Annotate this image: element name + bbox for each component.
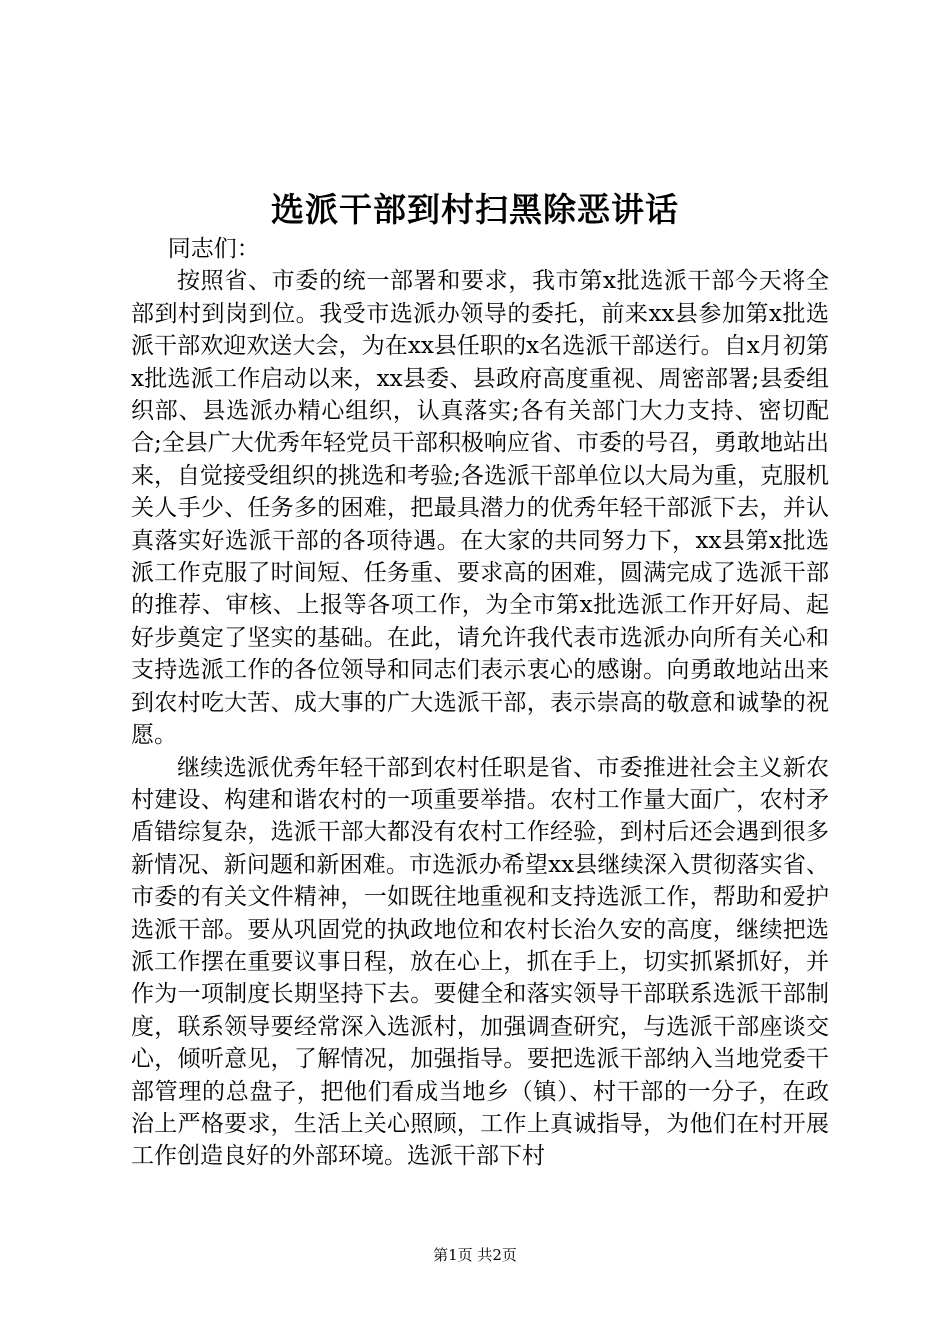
greeting: 同志们： [167, 236, 260, 262]
paragraph-2: 继续选派优秀年轻干部到农村任职是省、市委推进社会主义新农村建设、构建和谐农村的一项重要举措。农村工作量大面广，农村矛盾错综复杂，选派干部大都没有农村工作经验，到村后还会遇到很多新情况、新问题和新困难。市选派办希望xx县继续深入贯彻落实省、市委的有关文件精神，一如既往地重视和支持选派工作，帮助和爱护选派干部。要从巩固党的执政地位和农村长治久安的高度，继续把选派工作摆在重要议事日程，放在心上，抓在手上，切实抓紧抓好，并作为一项制度长期坚持下去。要健全和落实领导干部联系选派干部制度，联系领导要经常深入选派村，加强调查研究，与选派干部座谈交心，倾听意见，了解情况，加强指导。要把选派干部纳入当地党委干部管理的总盘子，把他们看成当地乡（镇）、村干部的一分子，在政治上严格要求，生活上关心照顾，工作上真诚指导，为他们在村开展工作创造良好的外部环境。选派干部下村 [131, 754, 829, 1170]
document-title: 选派干部到村扫黑除恶讲话 [271, 190, 679, 229]
document-body [131, 233, 829, 1173]
page-number-footer: 第1页 共2页 [433, 1246, 517, 1264]
paragraph-1: 按照省、市委的统一部署和要求，我市第x批选派干部今天将全部到村到岗到位。我受市选派办领导的委托，前来xx县参加第x批选派干部欢迎欢送大会，为在xx县任职的x名选派干部送行。自x月初第x批选派工作启动以来，xx县委、县政府高度重视、周密部署;县委组织部、县选派办精心组织，认真落实;各有关部门大力支持、密切配合;全县广大优秀年轻党员干部积极响应省、市委的号召，勇敢地站出来，自觉接受组织的挑选和考验;各选派干部单位以大局为重，克服机关人手少、任务多的困难，把最具潜力的优秀年轻干部派下去，并认真落实好选派干部的各项待遇。在大家的共同努力下，xx县第x批选派工作克服了时间短、任务重、要求高的困难，圆满完成了选派干部的推荐、审核、上报等各项工作，为全市第x批选派工作开好局、起好步奠定了坚实的基础。在此，请允许我代表市选派办向所有关心和支持选派工作的各位领导和同志们表示衷心的感谢。向勇敢地站出来到农村吃大苦、成大事的广大选派干部，表示崇高的敬意和诚挚的祝愿。 [131, 268, 829, 749]
